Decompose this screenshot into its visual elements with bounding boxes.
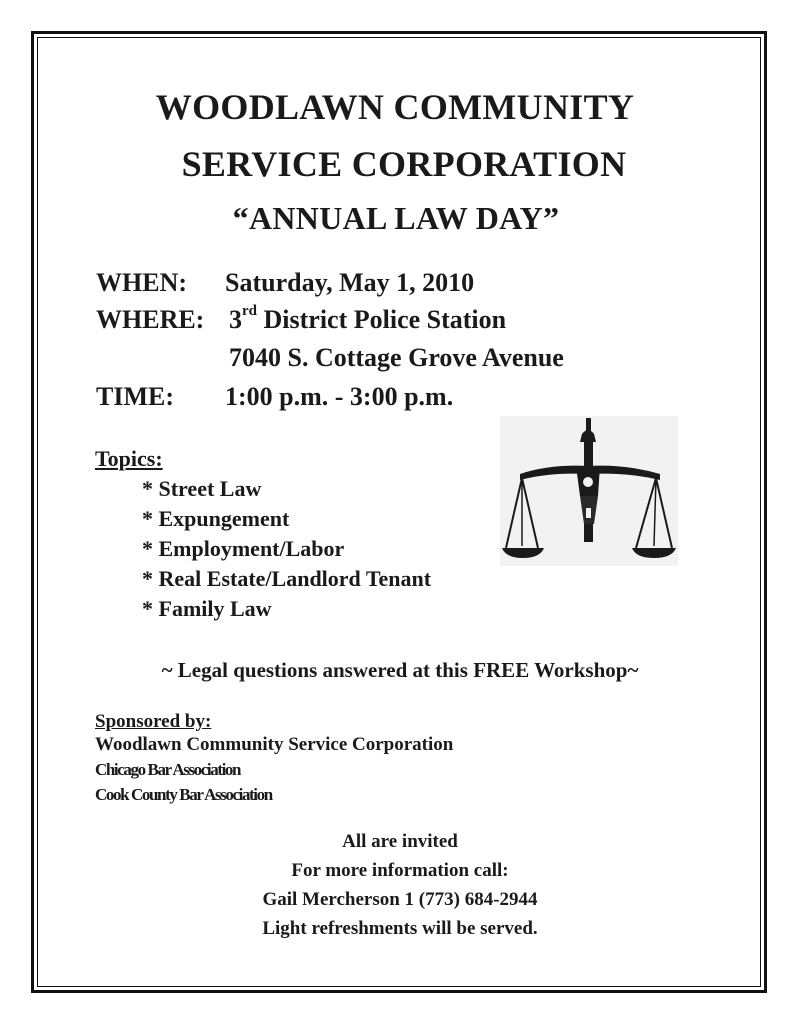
title-line-2: SERVICE CORPORATION xyxy=(181,144,627,184)
contact-line: Light refreshments will be served. xyxy=(262,918,538,939)
where-rest: District Police Station xyxy=(257,305,507,334)
time-value: 1:00 p.m. - 3:00 p.m. xyxy=(225,382,454,411)
topics-heading: Topics: xyxy=(95,446,163,471)
sponsored-by-heading: Sponsored by: xyxy=(95,711,212,732)
contact-line: For more information call: xyxy=(291,860,509,881)
where-label: WHERE: xyxy=(96,305,205,334)
where-value xyxy=(229,305,506,335)
sponsor-item: Cook County Bar Association xyxy=(95,785,272,804)
where-ordinal-suffix: rd xyxy=(242,303,257,320)
event-subtitle: “ANNUAL LAW DAY” xyxy=(232,200,560,236)
title-line-1: WOODLAWN COMMUNITY xyxy=(155,87,635,127)
topic-item: * Employment/Labor xyxy=(142,536,345,561)
time-label: TIME: xyxy=(96,382,174,411)
where-number: 3 xyxy=(229,305,242,334)
topic-item: * Family Law xyxy=(142,596,272,621)
contact-phone-line: Gail Mercherson 1 (773) 684-2944 xyxy=(262,889,538,910)
sponsor-item: Woodlawn Community Service Corporation xyxy=(95,734,454,755)
when-label: WHEN: xyxy=(96,268,187,297)
workshop-note: ~ Legal questions answered at this FREE Workshop~ xyxy=(161,658,639,682)
scales-of-justice-icon xyxy=(500,416,678,566)
contact-line: All are invited xyxy=(342,831,458,852)
sponsor-item: Chicago Bar Association xyxy=(95,760,241,779)
topic-item: * Street Law xyxy=(142,476,262,501)
address-value: 7040 S. Cottage Grove Avenue xyxy=(229,343,564,372)
topic-item: * Expungement xyxy=(142,506,290,531)
topic-item: * Real Estate/Landlord Tenant xyxy=(142,566,432,591)
when-value: Saturday, May 1, 2010 xyxy=(225,268,475,297)
